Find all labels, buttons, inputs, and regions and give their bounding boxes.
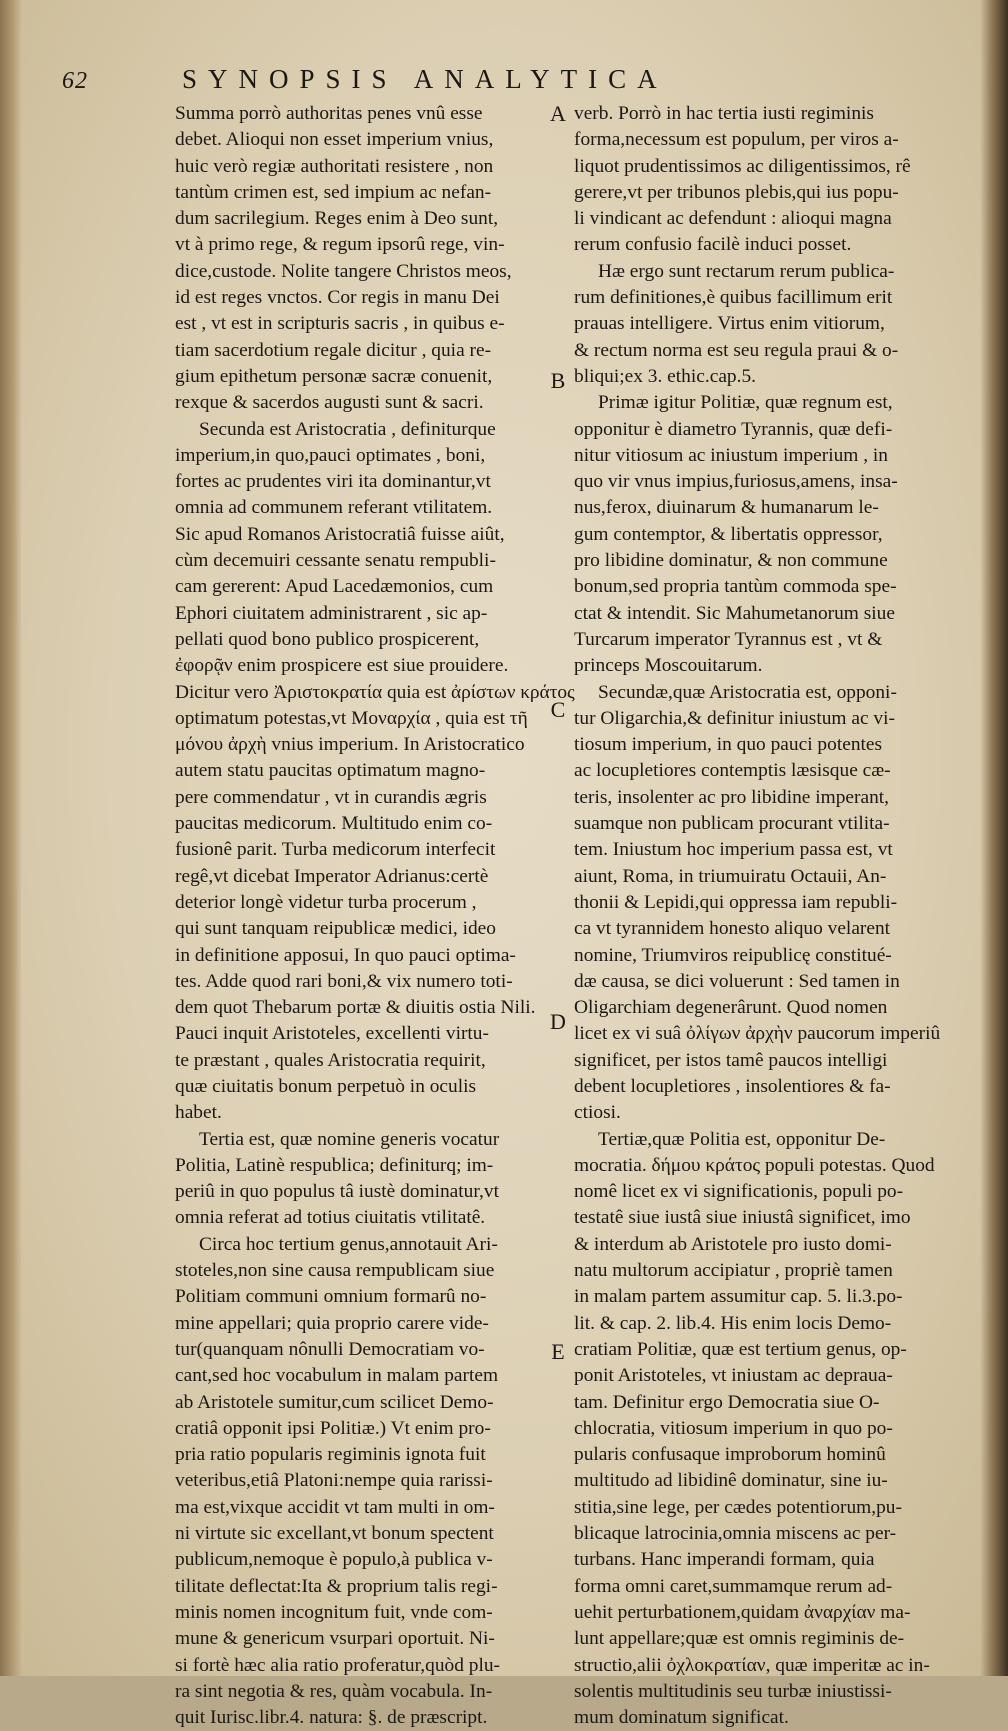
left-column-text-line: qui sunt tanquam reipublicæ medici, ideo [175, 918, 496, 940]
right-column-text-line: ctat & intendit. Sic Mahumetanorum siue [574, 602, 895, 624]
right-column-text-line: solentis multitudinis seu turbæ iniustissi- [574, 1680, 892, 1702]
left-column-text-line: imperium,in quo,pauci optimates , boni, [175, 444, 486, 466]
right-column-text-line: nus,ferox, diuinarum & humanarum le- [574, 497, 879, 519]
right-column-text-line: lunt appellare;quæ est omnis regiminis de- [574, 1628, 905, 1650]
left-column-text-line: paucitas medicorum. Multitudo enim co- [175, 813, 493, 835]
right-column-text-line: testatê siue iustâ siue iniustâ significet, imo [574, 1207, 911, 1229]
right-text-column [574, 101, 974, 1731]
right-column-text-line: & interdum ab Aristotele pro iusto domi- [574, 1233, 892, 1255]
left-column-text-line: ni virtute sic excellant,vt bonum spectent [175, 1523, 494, 1545]
right-column-text-line: ponit Aristoteles, vt iniustam ac deprauа- [574, 1365, 893, 1387]
left-column-text-line: pere commendatur , vt in curandis ægris [175, 786, 487, 808]
page-right-edge [980, 0, 1008, 1676]
right-column-text-line: ctiosi. [574, 1102, 621, 1124]
right-column-text-line: nitur vitiosum ac iniustum imperium , in [574, 444, 888, 466]
left-column-text-line: cùm decemuiri cessante senatu rempubli- [175, 550, 496, 572]
left-column-text-line: omnia ad communem referant vtilitatem. [175, 497, 493, 519]
right-column-text-line: mum dominatum significat. [574, 1707, 789, 1729]
left-column-text-line: id est reges vnctos. Cor regis in manu Dei [175, 287, 500, 309]
right-column-text-line: princeps Moscouitarum. [574, 655, 763, 677]
left-column-text-line: deterior longè videtur turba procerum , [175, 891, 477, 913]
right-column-text-line: debent locupletiores , insolentiores & fa- [574, 1075, 891, 1097]
right-column-text-line: gum contemptor, & libertatis oppressor, [574, 523, 883, 545]
right-column-text-line: chlocratia, vitiosum imperium in quo po- [574, 1417, 893, 1439]
left-column-text-line: gium epithetum personæ sacræ conuenit, [175, 365, 493, 387]
left-column-text-line: ra sint negotia & res, quàm vocabula. In- [175, 1680, 493, 1702]
left-column-text-line: omnia referat ad totius ciuitatis vtilitatê. [175, 1207, 486, 1229]
left-column-text-line: tes. Adde quod rari boni,& vix numero toti- [175, 970, 513, 992]
right-column-text-line: bliqui;ex 3. ethic.cap.5. [574, 365, 757, 387]
left-column-text-line: cant,sed hoc vocabulum in malam partem [175, 1365, 499, 1387]
left-column-text-line: publicum,nemoque è populo,à publica v- [175, 1549, 493, 1571]
margin-letter-e: E [551, 1339, 565, 1364]
right-column-text-line: blicaque latrocinia,omnia miscens ac per- [574, 1523, 897, 1545]
left-column-text-line: si fortè hæc alia ratio proferatur,quòd plu- [175, 1654, 500, 1676]
left-column-text-line: dum sacrilegium. Reges enim à Deo sunt, [175, 208, 499, 230]
left-column-text-line: cratiâ opponit ipsi Politiæ.) Vt enim pro- [175, 1417, 491, 1439]
margin-letter-b: B [550, 368, 566, 393]
right-column-text-line: mocratia. δήμου κράτος populi potestas. Quod [574, 1154, 935, 1176]
right-column-text-line: ac locupletiores contemptis læsisque cæ- [574, 760, 891, 782]
right-column-text-line: suamque non publicam procurant vtilita- [574, 813, 890, 835]
left-column-text-line: est , vt est in scripturis sacris , in quibus e- [175, 313, 505, 335]
left-column-text-line: Sic apud Romanos Aristocratiâ fuisse aiût, [175, 523, 505, 545]
left-column-text-line: habet. [175, 1102, 222, 1124]
left-column-text-line: cam gererent: Apud Lacedæmonios, cum [175, 576, 494, 598]
right-column-text-line: nomine, Triumviros reipublicę constitué- [574, 944, 892, 966]
left-column-text-line: dice,custode. Nolite tangere Christos meos, [175, 260, 512, 282]
right-column-text-line: turbans. Hanc imperandi formam, quia [574, 1549, 875, 1571]
left-column-text-line: quit Iurisc.libr.4. natura: §. de præscript. [175, 1707, 488, 1729]
page-number: 62 [62, 68, 88, 94]
right-column-text-line: ca vt tyrannidem honesto aliquo velarent [574, 918, 891, 940]
right-column-text-line: Tertiæ,quæ Politia est, opponitur De- [598, 1128, 886, 1150]
right-column-text-line: rum definitiones,è quibus facillimum erit [574, 287, 893, 309]
left-column-text-line: Circa hoc tertium genus,annotauit Ari- [199, 1233, 498, 1255]
left-column-text-line: periû in quo populus tâ iustè dominatur,vt [175, 1181, 499, 1203]
margin-letter-d: D [550, 1009, 566, 1034]
left-column-text-line: Politiam communi omnium formarû no- [175, 1286, 487, 1308]
left-column-text-line: μόνου ἀρχὴ vnius imperium. In Aristocratico [175, 734, 525, 756]
right-column-text-line: thonii & Lepidi,qui oppressa iam republi- [574, 891, 898, 913]
right-column-text-line: bonum,sed propria tantùm commoda spe- [574, 576, 897, 598]
margin-letter-a: A [550, 101, 566, 126]
left-column-text-line: autem statu paucitas optimatum magno- [175, 760, 486, 782]
left-column-text-line: rexque & sacerdos augusti sunt & sacri. [175, 392, 484, 414]
right-column-text-line: stitia,sine lege, per cædes potentiorum,pu- [574, 1496, 902, 1518]
right-column-text-line: tur Oligarchia,& definitur iniustum ac vi- [574, 707, 895, 729]
right-column-text-line: tam. Definitur ergo Democratia siue O- [574, 1391, 880, 1413]
left-column-text-line: minis nomen incognitum fuit, vnde com- [175, 1601, 493, 1623]
left-column-text-line: ἐφορᾷν enim prospicere est siue prouidere. [175, 655, 509, 677]
left-column-text-line: regê,vt dicebat Imperator Adrianus:certè [175, 865, 489, 887]
left-column-text-line: tantùm crimen est, sed impium ac nefan- [175, 181, 492, 203]
left-column-text-line: tur(quanquam nônulli Democratiam vo- [175, 1338, 485, 1360]
left-column-text-line: fusionê parit. Turba medicorum interfecit [175, 839, 496, 861]
right-column-text-line: rerum confusio facilè induci posset. [574, 234, 852, 256]
left-column-text-line: veteribus,etiâ Platoni:nempe quia rarissi- [175, 1470, 493, 1492]
right-column-text-line: nomê licet ex vi significationis, populi po- [574, 1181, 904, 1203]
left-column-text-line: Tertia est, quæ nomine generis vocatur [199, 1128, 500, 1150]
right-column-text-line: Secundæ,quæ Aristocratia est, opponi- [598, 681, 897, 703]
left-column-text-line: pellati quod bono publico prospicerent, [175, 628, 480, 650]
left-column-text-line: stoteles,non sine causa rempublicam siue [175, 1260, 495, 1282]
right-column-text-line: liquot prudentissimos ac diligentissimos, rê [574, 155, 911, 177]
left-column-text-line: mine appellari; quia proprio carere vide- [175, 1312, 489, 1334]
left-column-text-line: debet. Alioqui non esset imperium vnius, [175, 129, 494, 151]
right-column-text-line: opponitur è diametro Tyrannis, quæ defi- [574, 418, 893, 440]
left-column-text-line: mune & genericum vsurpari oportuit. Ni- [175, 1628, 495, 1650]
left-column-text-line: fortes ac prudentes viri ita dominantur,vt [175, 471, 491, 493]
left-column-text-line: huic verò regiæ authoritati resistere , non [175, 155, 494, 177]
left-column-text-line: Pauci inquit Aristoteles, excellenti virtu- [175, 1023, 489, 1045]
left-column-text-line: vt à primo rege, & regum ipsorû rege, vin- [175, 234, 505, 256]
left-column-text-line: tiam sacerdotium regale dicitur , quia re- [175, 339, 492, 361]
left-column-text-line: in definitione apposui, In quo pauci optima- [175, 944, 516, 966]
running-head [62, 64, 752, 98]
book-title: SYNOPSIS ANALYTICA [182, 64, 668, 94]
right-column-text-line: verb. Porrò in hac tertia iusti regiminis [574, 103, 874, 124]
right-column-text-line: structio,alii ὀχλοκρατίαν, quæ imperitæ ac in- [574, 1654, 930, 1676]
left-column-text-line: Politia, Latinè respublica; definiturq; im- [175, 1154, 494, 1176]
right-column-text-line: tiosum imperium, in quo pauci potentes [574, 734, 883, 756]
right-column-text-line: Oligarchiam degenerârunt. Quod nomen [574, 997, 888, 1019]
left-column-text-line: dem quot Thebarum portæ & diuitis ostia Nili. [175, 997, 536, 1019]
left-column-text-line: Ephori ciuitatem administrarent , sic ap- [175, 602, 488, 624]
right-column-text-line: li vindicant ac defendunt : alioqui magna [574, 208, 892, 230]
right-column-text-line: prauas intelligere. Virtus enim vitiorum, [574, 313, 885, 335]
left-column-text-line: te præstant , quales Aristocratia requirit, [175, 1049, 486, 1071]
right-column-text-line: licet ex vi suâ ὀλίγων ἀρχὴν paucorum imperiû [574, 1023, 941, 1045]
right-column-text-line: lit. & cap. 2. lib.4. His enim locis Demo- [574, 1312, 892, 1334]
right-column-text-line: gerere,vt per tribunos plebis,qui ius popu- [574, 181, 899, 203]
right-column-text-line: & rectum norma est seu regula praui & o- [574, 339, 899, 361]
right-column-text-line: Turcarum imperator Tyrannus est , vt & [574, 628, 883, 650]
left-column-text-line: pria ratio popularis regiminis ignota fuit [175, 1444, 486, 1466]
right-column-text-line: multitudo ad libidinê dominatur, sine iu- [574, 1470, 888, 1492]
right-column-text-line: Primæ igitur Politiæ, quæ regnum est, [598, 392, 893, 414]
left-column-text-line: optimatum potestas,vt Μοναρχία , quia est τῆ [175, 707, 528, 729]
right-column-text-line: forma omni caret,summamque rerum ad- [574, 1575, 893, 1597]
right-column-text-line: forma,necessum est populum, per viros a- [574, 129, 899, 151]
right-column-text-line: Hæ ergo sunt rectarum rerum publica- [598, 260, 895, 282]
left-column-text-line: Secunda est Aristocratia , definiturque [199, 418, 496, 440]
margin-letter-c: C [550, 697, 566, 722]
left-column-text-line: Dicitur vero Ἀριστοκρατία quia est ἀρίστων κράτος [175, 681, 575, 703]
right-column-text-line: dæ causa, se dici voluerunt : Sed tamen in [574, 970, 900, 992]
right-column-text-line: tem. Iniustum hoc imperium passa est, vt [574, 839, 893, 861]
left-column-text-line: quæ ciuitatis bonum perpetuò in oculis [175, 1075, 477, 1097]
right-column-text-line: aiunt, Roma, in triumuiratu Octauii, An- [574, 865, 887, 887]
right-column-text-line: teris, insolenter ac pro libidine imperant, [574, 786, 890, 808]
right-column-text-line: pularis confusaque improborum hominû [574, 1444, 886, 1466]
left-column-text-line: tilitate deflectat:Ita & proprium talis regi- [175, 1575, 498, 1597]
left-column-text-line: ab Aristotele sumitur,cum scilicet Demo- [175, 1391, 494, 1413]
right-column-text-line: in malam partem assumitur cap. 5. li.3.po- [574, 1286, 903, 1308]
left-column-text-line: ma est,vixque accidit vt tam multi in om- [175, 1496, 495, 1518]
right-column-text-line: pro libidine dominatur, & non commune [574, 550, 888, 572]
right-column-text-line: cratiam Politiæ, quæ est tertium genus, op- [574, 1338, 907, 1360]
right-column-text-line: quo vir vnus impius,furiosus,amens, insa- [574, 471, 898, 493]
left-text-column [175, 101, 575, 1731]
right-column-text-line: natu multorum accipiatur , propriè tamen [574, 1260, 893, 1282]
right-column-text-line: uehit perturbationem,quidam ἀναρχίαν ma- [574, 1601, 911, 1623]
left-column-text-line: Summa porrò authoritas penes vnû esse [175, 103, 483, 124]
right-column-text-line: significet, per istos tamê paucos intelligi [574, 1049, 888, 1071]
page-left-edge [0, 0, 22, 1676]
